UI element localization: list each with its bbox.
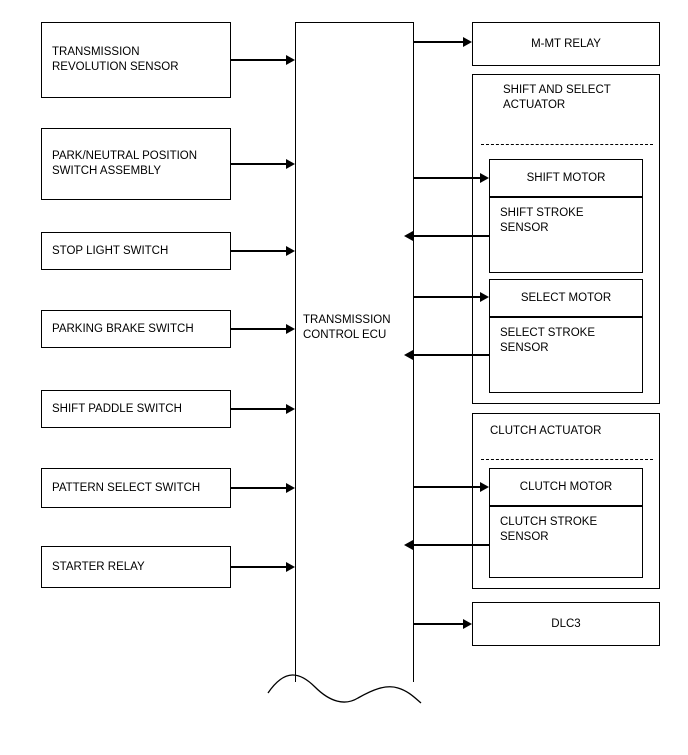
arrow-ecu-to-select-motor (414, 296, 489, 298)
block-parking-brake-switch (41, 310, 231, 348)
block-label-line: PATTERN SELECT SWITCH (52, 481, 201, 494)
group-label-line: CLUTCH ACTUATOR (490, 425, 602, 437)
block-clutch-motor (489, 468, 643, 506)
arrow-ecu-to-m-mt-relay (414, 41, 472, 43)
group-label-line: SHIFT AND SELECT (503, 84, 611, 96)
block-label-line: SENSOR (500, 342, 549, 354)
group-label-shift-and-select-actuator (503, 83, 663, 113)
block-label-line: PARK/NEUTRAL POSITION (52, 150, 198, 162)
block-shift-stroke-sensor (489, 197, 643, 273)
block-label-line: STARTER RELAY (52, 560, 145, 573)
block-shift-motor (489, 159, 643, 197)
block-dlc3 (472, 602, 660, 646)
arrow-clutch-stroke-sensor-to-ecu (404, 544, 489, 546)
block-label-line: REVOLUTION SENSOR (52, 61, 179, 73)
block-transmission-revolution-sensor (41, 22, 231, 98)
group-divider-shift-select (481, 144, 653, 145)
block-label-line: SELECT MOTOR (520, 291, 612, 304)
block-label-line: CLUTCH MOTOR (519, 480, 613, 493)
arrow-ecu-to-dlc3 (414, 623, 472, 625)
block-label-line: SWITCH ASSEMBLY (52, 165, 162, 177)
block-park-neutral-position-switch-assembly (41, 128, 231, 200)
block-label-line: SELECT STROKE (500, 327, 596, 339)
block-label-line: DLC3 (551, 617, 581, 630)
group-label-line: ACTUATOR (503, 99, 566, 111)
block-label-line: CLUTCH STROKE (500, 516, 598, 528)
arrow-shift-stroke-sensor-to-ecu (404, 235, 489, 237)
ecu-label (295, 313, 422, 343)
block-pattern-select-switch (41, 468, 231, 508)
arrow-revolution-sensor-to-ecu (231, 59, 295, 61)
block-label-line: SHIFT STROKE (500, 207, 584, 219)
block-label-line: SENSOR (500, 222, 549, 234)
arrow-stop-light-to-ecu (231, 250, 295, 252)
block-label-line: M-MT RELAY (531, 37, 601, 50)
block-label-line: SHIFT PADDLE SWITCH (52, 402, 182, 415)
arrow-parking-brake-to-ecu (231, 328, 295, 330)
arrow-ecu-to-shift-motor (414, 177, 489, 179)
block-label-line: STOP LIGHT SWITCH (52, 244, 169, 257)
block-select-stroke-sensor (489, 317, 643, 393)
arrow-ecu-to-clutch-motor (414, 486, 489, 488)
block-label-line: SENSOR (500, 531, 549, 543)
ecu-label-line: TRANSMISSION (303, 314, 391, 326)
block-label-line: SHIFT MOTOR (526, 171, 606, 184)
block-transmission-control-ecu (295, 22, 414, 682)
block-select-motor (489, 279, 643, 317)
block-label-line: TRANSMISSION (52, 46, 140, 58)
block-stop-light-switch (41, 232, 231, 270)
arrow-shift-paddle-to-ecu (231, 408, 295, 410)
group-label-clutch-actuator (490, 424, 660, 439)
block-m-mt-relay (472, 22, 660, 66)
ecu-label-line: CONTROL ECU (303, 329, 387, 341)
arrow-starter-relay-to-ecu (231, 566, 295, 568)
block-clutch-stroke-sensor (489, 506, 643, 578)
arrow-select-stroke-sensor-to-ecu (404, 354, 489, 356)
group-divider-clutch (481, 459, 653, 460)
arrow-park-neutral-to-ecu (231, 163, 295, 165)
block-label-line: PARKING BRAKE SWITCH (52, 322, 194, 335)
block-starter-relay (41, 546, 231, 588)
arrow-pattern-select-to-ecu (231, 487, 295, 489)
block-shift-paddle-switch (41, 390, 231, 428)
